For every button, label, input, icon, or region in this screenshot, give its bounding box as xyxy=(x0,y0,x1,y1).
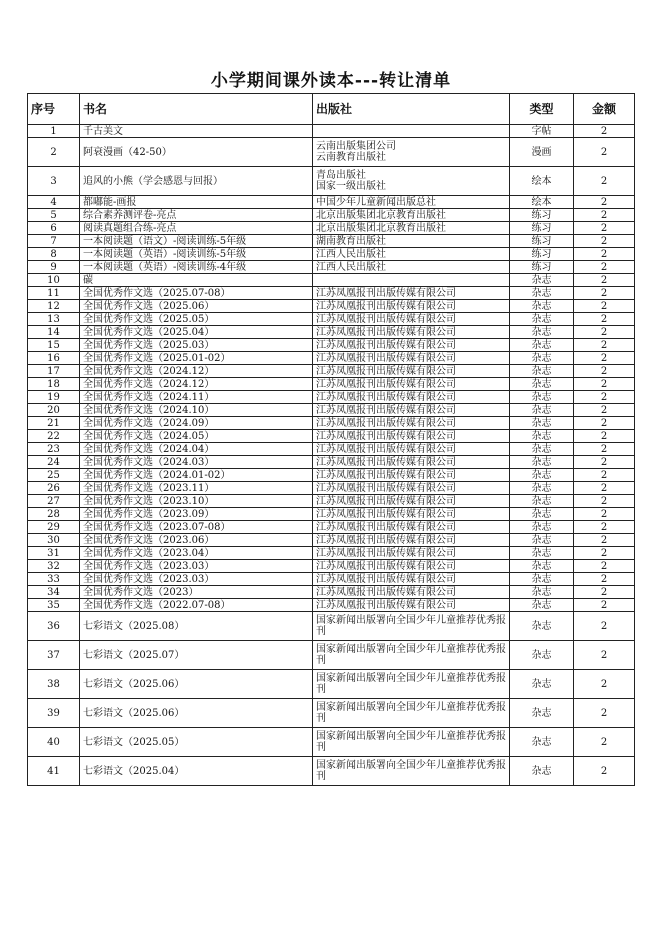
row-title: 全国优秀作文选（2025.03） xyxy=(80,339,313,352)
row-no: 9 xyxy=(28,261,80,274)
row-type: 杂志 xyxy=(510,274,574,287)
row-no: 8 xyxy=(28,248,80,261)
row-no: 17 xyxy=(28,365,80,378)
row-publisher: 江苏凤凰报刊出版传媒有限公司 xyxy=(313,430,510,443)
row-no: 16 xyxy=(28,352,80,365)
table-row xyxy=(28,586,635,599)
row-publisher: 江苏凤凰报刊出版传媒有限公司 xyxy=(313,469,510,482)
row-price: 2 xyxy=(574,339,635,352)
table-row xyxy=(28,699,635,728)
row-title: 全国优秀作文选（2024.09） xyxy=(80,417,313,430)
row-no: 23 xyxy=(28,443,80,456)
row-title: 综合素养测评卷-亮点 xyxy=(80,209,313,222)
row-type: 杂志 xyxy=(510,404,574,417)
row-type: 杂志 xyxy=(510,287,574,300)
row-title: 全国优秀作文选（2023.11） xyxy=(80,482,313,495)
table-row xyxy=(28,339,635,352)
row-type: 练习 xyxy=(510,248,574,261)
table-row xyxy=(28,222,635,235)
table-row xyxy=(28,482,635,495)
row-type: 杂志 xyxy=(510,313,574,326)
table-row xyxy=(28,235,635,248)
table-row xyxy=(28,274,635,287)
header-title: 书名 xyxy=(80,94,313,125)
table-row xyxy=(28,443,635,456)
row-title: 七彩语文（2025.04） xyxy=(80,757,313,786)
row-publisher: 国家新闻出版署向全国少年儿童推荐优秀报刊 xyxy=(313,670,510,699)
row-title: 全国优秀作文选（2025.01-02） xyxy=(80,352,313,365)
row-type: 杂志 xyxy=(510,547,574,560)
row-publisher: 国家新闻出版署向全国少年儿童推荐优秀报刊 xyxy=(313,728,510,757)
table-row xyxy=(28,612,635,641)
row-no: 39 xyxy=(28,699,80,728)
table-row xyxy=(28,248,635,261)
row-no: 34 xyxy=(28,586,80,599)
row-title: 全国优秀作文选（2023.04） xyxy=(80,547,313,560)
row-title: 七彩语文（2025.06） xyxy=(80,699,313,728)
row-no: 37 xyxy=(28,641,80,670)
row-title: 阅读真题组合练-亮点 xyxy=(80,222,313,235)
row-no: 41 xyxy=(28,757,80,786)
row-price: 2 xyxy=(574,586,635,599)
row-title: 全国优秀作文选（2024.12） xyxy=(80,378,313,391)
row-type: 杂志 xyxy=(510,586,574,599)
row-no: 18 xyxy=(28,378,80,391)
row-publisher xyxy=(313,125,510,138)
row-type: 杂志 xyxy=(510,482,574,495)
row-price: 2 xyxy=(574,222,635,235)
row-publisher xyxy=(313,274,510,287)
row-title: 全国优秀作文选（2022.07-08） xyxy=(80,599,313,612)
row-no: 35 xyxy=(28,599,80,612)
table-row xyxy=(28,352,635,365)
row-price: 2 xyxy=(574,599,635,612)
row-publisher: 国家新闻出版署向全国少年儿童推荐优秀报刊 xyxy=(313,757,510,786)
row-publisher: 江苏凤凰报刊出版传媒有限公司 xyxy=(313,586,510,599)
row-type: 杂志 xyxy=(510,456,574,469)
row-publisher: 江苏凤凰报刊出版传媒有限公司 xyxy=(313,313,510,326)
row-title: 全国优秀作文选（2025.07-08） xyxy=(80,287,313,300)
row-no: 5 xyxy=(28,209,80,222)
row-no: 10 xyxy=(28,274,80,287)
row-price: 2 xyxy=(574,641,635,670)
header-type: 类型 xyxy=(510,94,574,125)
table-body xyxy=(28,125,635,786)
row-no: 4 xyxy=(28,196,80,209)
row-publisher: 江苏凤凰报刊出版传媒有限公司 xyxy=(313,573,510,586)
row-no: 29 xyxy=(28,521,80,534)
row-title: 全国优秀作文选（2023.06） xyxy=(80,534,313,547)
row-price: 2 xyxy=(574,287,635,300)
row-price: 2 xyxy=(574,573,635,586)
row-no: 30 xyxy=(28,534,80,547)
header-price: 金额 xyxy=(574,94,635,125)
table-row xyxy=(28,599,635,612)
row-price: 2 xyxy=(574,728,635,757)
row-publisher: 青岛出版社 国家一级出版社 xyxy=(313,167,510,196)
table-row xyxy=(28,430,635,443)
row-price: 2 xyxy=(574,125,635,138)
row-type: 杂志 xyxy=(510,469,574,482)
table-row xyxy=(28,456,635,469)
row-publisher: 中国少年儿童新闻出版总社 xyxy=(313,196,510,209)
row-publisher: 江苏凤凰报刊出版传媒有限公司 xyxy=(313,287,510,300)
row-price: 2 xyxy=(574,612,635,641)
table-row xyxy=(28,573,635,586)
table-row xyxy=(28,138,635,167)
row-publisher: 江苏凤凰报刊出版传媒有限公司 xyxy=(313,482,510,495)
row-no: 26 xyxy=(28,482,80,495)
row-type: 杂志 xyxy=(510,365,574,378)
row-no: 27 xyxy=(28,495,80,508)
table-row xyxy=(28,670,635,699)
row-no: 11 xyxy=(28,287,80,300)
table-row xyxy=(28,313,635,326)
row-title: 全国优秀作文选（2023.07-08） xyxy=(80,521,313,534)
row-title: 七彩语文（2025.07） xyxy=(80,641,313,670)
row-type: 杂志 xyxy=(510,300,574,313)
row-title: 七彩语文（2025.08） xyxy=(80,612,313,641)
row-type: 杂志 xyxy=(510,573,574,586)
row-price: 2 xyxy=(574,521,635,534)
row-price: 2 xyxy=(574,313,635,326)
row-no: 19 xyxy=(28,391,80,404)
row-publisher: 江苏凤凰报刊出版传媒有限公司 xyxy=(313,599,510,612)
row-publisher: 湖南教育出版社 xyxy=(313,235,510,248)
row-publisher: 江苏凤凰报刊出版传媒有限公司 xyxy=(313,560,510,573)
row-title: 千古美文 xyxy=(80,125,313,138)
row-type: 绘本 xyxy=(510,167,574,196)
table-row xyxy=(28,728,635,757)
table-row xyxy=(28,365,635,378)
row-type: 杂志 xyxy=(510,699,574,728)
row-type: 练习 xyxy=(510,261,574,274)
row-no: 38 xyxy=(28,670,80,699)
row-no: 13 xyxy=(28,313,80,326)
row-type: 杂志 xyxy=(510,612,574,641)
row-publisher: 江苏凤凰报刊出版传媒有限公司 xyxy=(313,508,510,521)
row-no: 32 xyxy=(28,560,80,573)
table-row xyxy=(28,167,635,196)
table-row xyxy=(28,469,635,482)
row-no: 40 xyxy=(28,728,80,757)
row-publisher: 江苏凤凰报刊出版传媒有限公司 xyxy=(313,352,510,365)
row-price: 2 xyxy=(574,417,635,430)
row-publisher: 江苏凤凰报刊出版传媒有限公司 xyxy=(313,391,510,404)
document-title: 小学期间课外读本---转让清单 xyxy=(210,71,452,91)
row-publisher: 国家新闻出版署向全国少年儿童推荐优秀报刊 xyxy=(313,699,510,728)
row-price: 2 xyxy=(574,430,635,443)
row-type: 漫画 xyxy=(510,138,574,167)
row-no: 7 xyxy=(28,235,80,248)
row-title: 全国优秀作文选（2025.04） xyxy=(80,326,313,339)
row-type: 杂志 xyxy=(510,521,574,534)
row-title: 一本阅读题（英语）-阅读训练-4年级 xyxy=(80,261,313,274)
row-price: 2 xyxy=(574,300,635,313)
row-type: 练习 xyxy=(510,222,574,235)
row-type: 杂志 xyxy=(510,326,574,339)
row-publisher: 江苏凤凰报刊出版传媒有限公司 xyxy=(313,417,510,430)
row-publisher: 国家新闻出版署向全国少年儿童推荐优秀报刊 xyxy=(313,641,510,670)
row-title: 阿衰漫画（42-50） xyxy=(80,138,313,167)
row-no: 1 xyxy=(28,125,80,138)
row-publisher: 江苏凤凰报刊出版传媒有限公司 xyxy=(313,300,510,313)
table-row xyxy=(28,521,635,534)
row-publisher: 江苏凤凰报刊出版传媒有限公司 xyxy=(313,326,510,339)
row-type: 杂志 xyxy=(510,495,574,508)
row-title: 七彩语文（2025.06） xyxy=(80,670,313,699)
row-publisher: 江苏凤凰报刊出版传媒有限公司 xyxy=(313,378,510,391)
row-price: 2 xyxy=(574,757,635,786)
header-no: 序号 xyxy=(28,94,80,125)
row-title: 全国优秀作文选（2023.03） xyxy=(80,560,313,573)
row-price: 2 xyxy=(574,534,635,547)
row-title: 全国优秀作文选（2024.12） xyxy=(80,365,313,378)
row-type: 杂志 xyxy=(510,508,574,521)
row-title: 全国优秀作文选（2023.09） xyxy=(80,508,313,521)
book-transfer-table xyxy=(27,93,635,786)
row-price: 2 xyxy=(574,469,635,482)
table-row xyxy=(28,391,635,404)
row-type: 练习 xyxy=(510,209,574,222)
row-price: 2 xyxy=(574,508,635,521)
table-row xyxy=(28,209,635,222)
row-no: 22 xyxy=(28,430,80,443)
row-title: 追风的小熊（学会感恩与回报） xyxy=(80,167,313,196)
row-no: 24 xyxy=(28,456,80,469)
table-row xyxy=(28,560,635,573)
row-no: 28 xyxy=(28,508,80,521)
row-price: 2 xyxy=(574,365,635,378)
row-no: 21 xyxy=(28,417,80,430)
table-row xyxy=(28,196,635,209)
row-publisher: 江苏凤凰报刊出版传媒有限公司 xyxy=(313,547,510,560)
row-title: 一本阅读题（英语）-阅读训练-5年级 xyxy=(80,248,313,261)
row-price: 2 xyxy=(574,391,635,404)
row-publisher: 江西人民出版社 xyxy=(313,261,510,274)
table-row xyxy=(28,261,635,274)
row-type: 杂志 xyxy=(510,560,574,573)
header-publisher: 出版社 xyxy=(313,94,510,125)
row-price: 2 xyxy=(574,138,635,167)
row-type: 杂志 xyxy=(510,339,574,352)
row-title: 全国优秀作文选（2024.04） xyxy=(80,443,313,456)
row-type: 杂志 xyxy=(510,534,574,547)
row-title: 碳 xyxy=(80,274,313,287)
table-row xyxy=(28,757,635,786)
row-title: 都嘟能-画报 xyxy=(80,196,313,209)
table-row xyxy=(28,125,635,138)
row-no: 6 xyxy=(28,222,80,235)
row-type: 杂志 xyxy=(510,757,574,786)
row-title: 全国优秀作文选（2023.03） xyxy=(80,573,313,586)
row-title: 全国优秀作文选（2024.01-02） xyxy=(80,469,313,482)
row-no: 15 xyxy=(28,339,80,352)
row-publisher: 江苏凤凰报刊出版传媒有限公司 xyxy=(313,443,510,456)
row-type: 杂志 xyxy=(510,352,574,365)
row-price: 2 xyxy=(574,495,635,508)
table-row xyxy=(28,641,635,670)
row-type: 绘本 xyxy=(510,196,574,209)
row-type: 杂志 xyxy=(510,728,574,757)
row-title: 一本阅读题（语文）-阅读训练-5年级 xyxy=(80,235,313,248)
row-type: 字帖 xyxy=(510,125,574,138)
row-price: 2 xyxy=(574,196,635,209)
table-row xyxy=(28,404,635,417)
row-type: 杂志 xyxy=(510,430,574,443)
row-price: 2 xyxy=(574,670,635,699)
row-price: 2 xyxy=(574,547,635,560)
row-title: 全国优秀作文选（2024.05） xyxy=(80,430,313,443)
row-no: 31 xyxy=(28,547,80,560)
row-title: 全国优秀作文选（2025.06） xyxy=(80,300,313,313)
table-row xyxy=(28,300,635,313)
row-title: 全国优秀作文选（2024.11） xyxy=(80,391,313,404)
row-price: 2 xyxy=(574,209,635,222)
row-publisher: 江苏凤凰报刊出版传媒有限公司 xyxy=(313,365,510,378)
row-publisher: 北京出版集团北京教育出版社 xyxy=(313,222,510,235)
row-price: 2 xyxy=(574,274,635,287)
row-price: 2 xyxy=(574,352,635,365)
row-title: 全国优秀作文选（2023） xyxy=(80,586,313,599)
row-publisher: 江苏凤凰报刊出版传媒有限公司 xyxy=(313,521,510,534)
table-row xyxy=(28,547,635,560)
row-no: 12 xyxy=(28,300,80,313)
row-publisher: 江苏凤凰报刊出版传媒有限公司 xyxy=(313,495,510,508)
row-no: 14 xyxy=(28,326,80,339)
table-row xyxy=(28,326,635,339)
table-row xyxy=(28,287,635,300)
row-type: 杂志 xyxy=(510,670,574,699)
row-price: 2 xyxy=(574,699,635,728)
row-no: 2 xyxy=(28,138,80,167)
row-type: 杂志 xyxy=(510,378,574,391)
table-row xyxy=(28,508,635,521)
row-price: 2 xyxy=(574,456,635,469)
row-type: 杂志 xyxy=(510,599,574,612)
row-publisher: 云南出版集团公司 云南教育出版社 xyxy=(313,138,510,167)
row-title: 七彩语文（2025.05） xyxy=(80,728,313,757)
row-publisher: 江苏凤凰报刊出版传媒有限公司 xyxy=(313,404,510,417)
row-publisher: 江苏凤凰报刊出版传媒有限公司 xyxy=(313,456,510,469)
table-header-row xyxy=(28,94,635,125)
row-type: 练习 xyxy=(510,235,574,248)
table-row xyxy=(28,417,635,430)
row-price: 2 xyxy=(574,261,635,274)
row-type: 杂志 xyxy=(510,641,574,670)
row-price: 2 xyxy=(574,235,635,248)
row-price: 2 xyxy=(574,326,635,339)
row-no: 20 xyxy=(28,404,80,417)
table-row xyxy=(28,495,635,508)
row-price: 2 xyxy=(574,404,635,417)
row-type: 杂志 xyxy=(510,443,574,456)
row-price: 2 xyxy=(574,443,635,456)
table-row xyxy=(28,378,635,391)
row-price: 2 xyxy=(574,482,635,495)
row-price: 2 xyxy=(574,560,635,573)
row-price: 2 xyxy=(574,248,635,261)
row-title: 全国优秀作文选（2024.10） xyxy=(80,404,313,417)
row-title: 全国优秀作文选（2025.05） xyxy=(80,313,313,326)
row-type: 杂志 xyxy=(510,391,574,404)
row-price: 2 xyxy=(574,167,635,196)
row-no: 25 xyxy=(28,469,80,482)
row-publisher: 北京出版集团北京教育出版社 xyxy=(313,209,510,222)
row-type: 杂志 xyxy=(510,417,574,430)
row-publisher: 江苏凤凰报刊出版传媒有限公司 xyxy=(313,339,510,352)
row-publisher: 江西人民出版社 xyxy=(313,248,510,261)
row-no: 33 xyxy=(28,573,80,586)
row-price: 2 xyxy=(574,378,635,391)
row-title: 全国优秀作文选（2023.10） xyxy=(80,495,313,508)
row-title: 全国优秀作文选（2024.03） xyxy=(80,456,313,469)
row-publisher: 国家新闻出版署向全国少年儿童推荐优秀报刊 xyxy=(313,612,510,641)
row-no: 3 xyxy=(28,167,80,196)
table-row xyxy=(28,534,635,547)
row-no: 36 xyxy=(28,612,80,641)
row-publisher: 江苏凤凰报刊出版传媒有限公司 xyxy=(313,534,510,547)
